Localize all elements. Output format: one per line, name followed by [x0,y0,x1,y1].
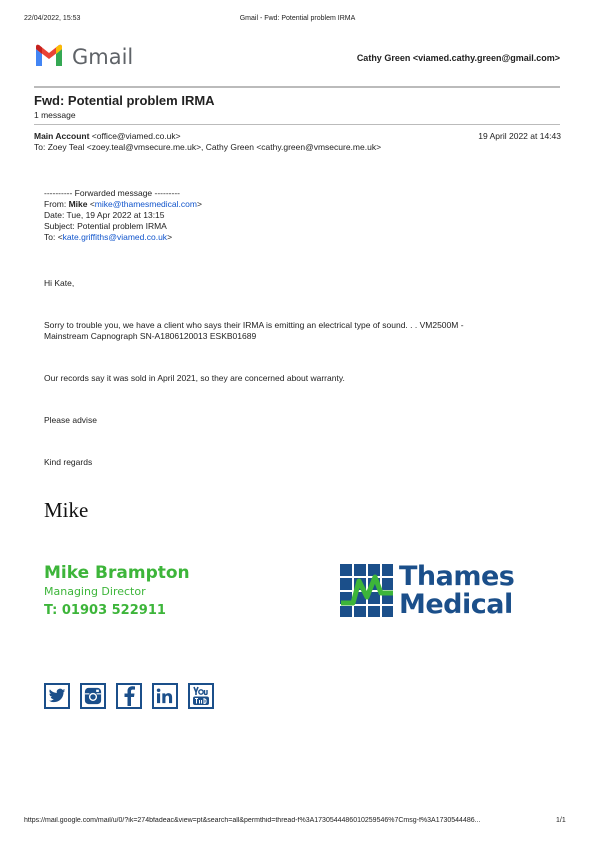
account-label: Cathy Green <viamed.cathy.green@gmail.com> [356,53,560,63]
signature-name: Mike Brampton [44,563,190,583]
thread-divider [34,124,560,125]
forwarded-to-email-link[interactable]: kate.griffiths@viamed.co.uk [62,232,168,242]
facebook-link[interactable] [116,683,142,709]
print-page-number: 1/1 [556,817,566,824]
forwarded-date: Date: Tue, 19 Apr 2022 at 13:15 [44,210,165,220]
print-url: https://mail.google.com/mail/u/0/?ik=274bfadeac&view=pt&search=all&permthid=thread-f%3A1730544486010259546%7Cmsg-f%3A1730544486... [24,817,481,824]
print-title: Gmail - Fwd: Potential problem IRMA [239,15,356,22]
sender-name: Main Account [34,131,90,141]
forwarded-from: From: Mike <mike@thamesmedical.com> [44,199,202,209]
thread-subject: Fwd: Potential problem IRMA [34,93,215,108]
linkedin-link[interactable] [152,683,178,709]
forwarded-block [44,188,202,243]
signature-role: Managing Director [44,585,146,598]
message-recipients: To: Zoey Teal <zoey.teal@vmsecure.me.uk>, Cathy Green <cathy.green@vmsecure.me.uk> [34,142,382,152]
thames-medical-logo [339,563,519,619]
print-datetime: 22/04/2022, 15:53 [24,15,81,22]
forwarded-from-name: Mike [68,199,88,209]
gmail-wordmark: Gmail [72,45,134,69]
paragraph-issue: Sorry to trouble you, we have a client who says their IRMA is emitting an electrical type of sound. . . VM2500M - Mainstream Capnograph SN-A1806120013 ESKB01689 [44,320,464,341]
gmail-logo [34,43,134,69]
header-divider [34,86,560,88]
facebook-icon [123,686,135,706]
message-sender [34,131,181,142]
twitter-link[interactable] [44,683,70,709]
youtube-icon [192,686,210,706]
message-count: 1 message [34,110,76,120]
paragraph-advise: Please advise [44,415,97,425]
forwarded-separator: ---------- Forwarded message --------- [44,188,180,198]
thames-medical-mark-icon [339,563,394,618]
linkedin-icon [156,688,174,704]
forwarded-to: To: <kate.griffiths@viamed.co.uk> [44,232,173,242]
youtube-link[interactable] [188,683,214,709]
closing: Kind regards [44,457,93,467]
gmail-m-icon [34,44,64,68]
logo-word-medical: Medical [399,589,513,620]
signature-phone: T: 01903 522911 [44,603,166,618]
signature-script: Mike [44,498,89,522]
forwarded-subject: Subject: Potential problem IRMA [44,221,167,231]
twitter-icon [48,688,66,704]
instagram-icon [84,687,102,705]
forwarded-from-email-link[interactable]: mike@thamesmedical.com [94,199,197,209]
message-date: 19 April 2022 at 14:43 [478,131,561,141]
sender-email: <office@viamed.co.uk> [91,131,181,141]
social-links [44,683,214,709]
logo-word-thames: Thames [399,561,515,592]
greeting: Hi Kate, [44,278,75,288]
paragraph-warranty: Our records say it was sold in April 2021, so they are concerned about warranty. [44,373,345,383]
instagram-link[interactable] [80,683,106,709]
